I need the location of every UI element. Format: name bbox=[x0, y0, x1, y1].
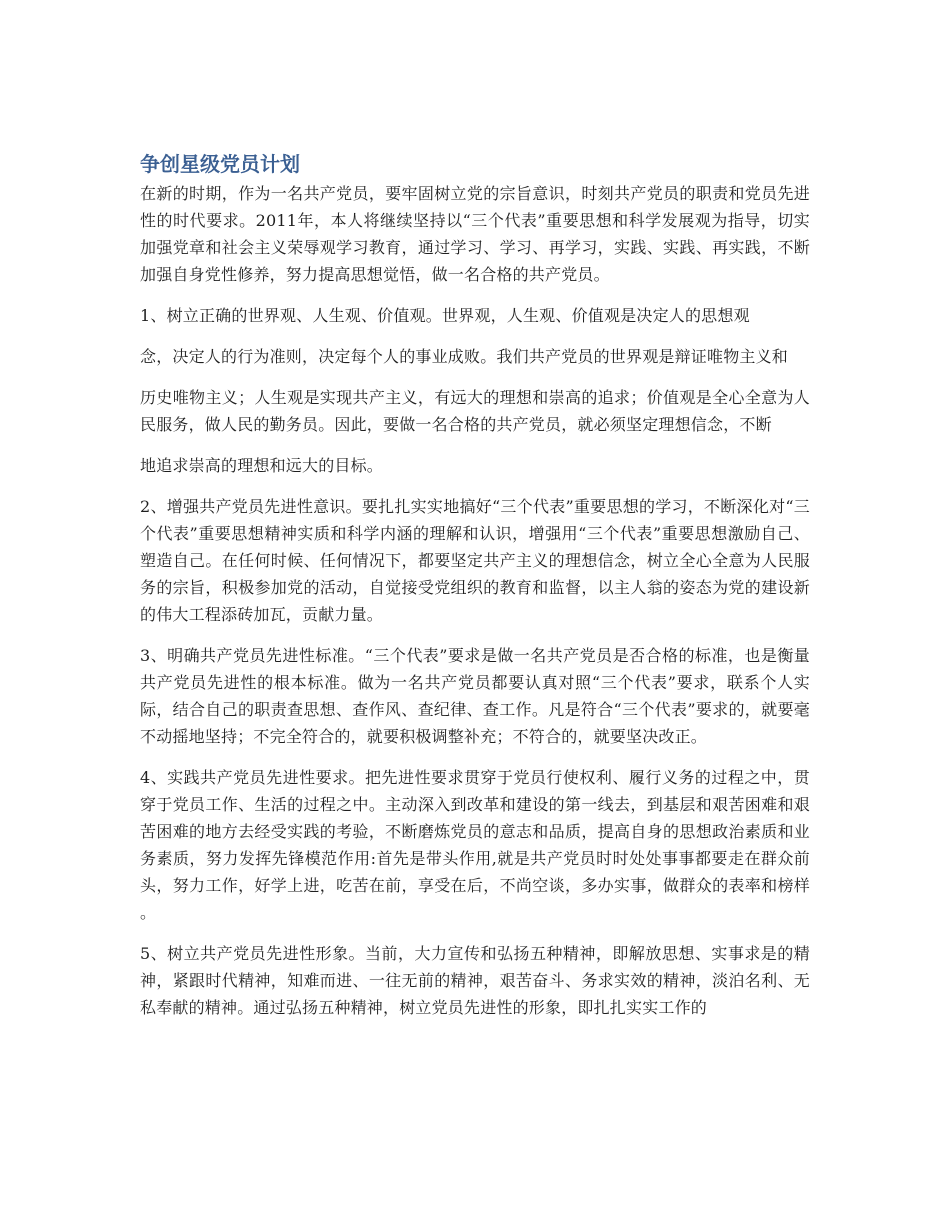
paragraph-4: 4、实践共产党员先进性要求。把先进性要求贯穿于党员行使权利、履行义务的过程之中，贯穿于党员工作、生活的过程之中。主动深入到改革和建设的第一线去，到基层和艰苦困难和艰苦困难的地方去经受实践的考验，不断磨炼党员的意志和品质，提高自身的思想政治素质和业务素质，努力发挥先锋模范作用:首先是带头作用,就是共产党员时时处处事事都要走在群众前头，努力工作，好学上进，吃苦在前，享受在后，不尚空谈，多办实事，做群众的表率和榜样 。 bbox=[140, 768, 810, 922]
document-page bbox=[140, 150, 810, 1035]
paragraph-1-part-3: 历史唯物主义；人生观是实现共产主义，有远大的理想和崇高的追求；价值观是全心全意为人民服务，做人民的勤务员。因此，要做一名合格的共产党员，就必须坚定理想信念，不断 bbox=[140, 388, 810, 434]
paragraph-1-part-2: 念，决定人的行为准则，决定每个人的事业成败。我们共产党员的世界观是辩证唯物主义和 bbox=[140, 347, 789, 366]
intro-paragraph: 在新的时期，作为一名共产党员，要牢固树立党的宗旨意识，时刻共产党员的职责和党员先进性的时代要求。2011年，本人将继续坚持以“三个代表”重要思想和科学发展观为指导，切实加强党章和社会主义荣辱观学习教育，通过学习、学习、再学习，实践、实践、再实践，不断加强自身党性修养，努力提高思想觉悟，做一名合格的共产党员。 bbox=[140, 184, 810, 284]
paragraph-2: 2、增强共产党员先进性意识。要扎扎实实地搞好“三个代表”重要思想的学习，不断深化对“三个代表”重要思想精神实质和科学内涵的理解和认识，增强用“三个代表”重要思想激励自己、塑造自己。在任何时候、任何情况下，都要坚定共产主义的理想信念，树立全心全意为人民服务的宗旨，积极参加党的活动，自觉接受党组织的教育和监督，以主人翁的姿态为党的建设新的伟大工程添砖加瓦，贡献力量。 bbox=[140, 497, 810, 624]
document-title: 争创星级党员计划 bbox=[140, 152, 300, 176]
paragraph-3: 3、明确共产党员先进性标准。“三个代表”要求是做一名共产党员是否合格的标准，也是衡量共产党员先进性的根本标准。做为一名共产党员都要认真对照“三个代表”要求，联系个人实际，结合自己的职责查思想、查作风、查纪律、查工作。凡是符合“三个代表”要求的，就要毫不动摇地坚持；不完全符合的，就要积极调整补充；不符合的，就要坚决改正。 bbox=[140, 646, 810, 746]
paragraph-1-part-1: 1、树立正确的世界观、人生观、价值观。世界观，人生观、价值观是决定人的思想观 bbox=[140, 306, 750, 325]
paragraph-5: 5、树立共产党员先进性形象。当前，大力宣传和弘扬五种精神，即解放思想、实事求是的精神，紧跟时代精神，知难而进、一往无前的精神，艰苦奋斗、务求实效的精神，淡泊名利、无私奉献的精神。通过弘扬五种精神，树立党员先进性的形象，即扎扎实实工作的 bbox=[140, 944, 810, 1017]
paragraph-1-part-4: 地追求崇高的理想和远大的目标。 bbox=[140, 456, 384, 475]
